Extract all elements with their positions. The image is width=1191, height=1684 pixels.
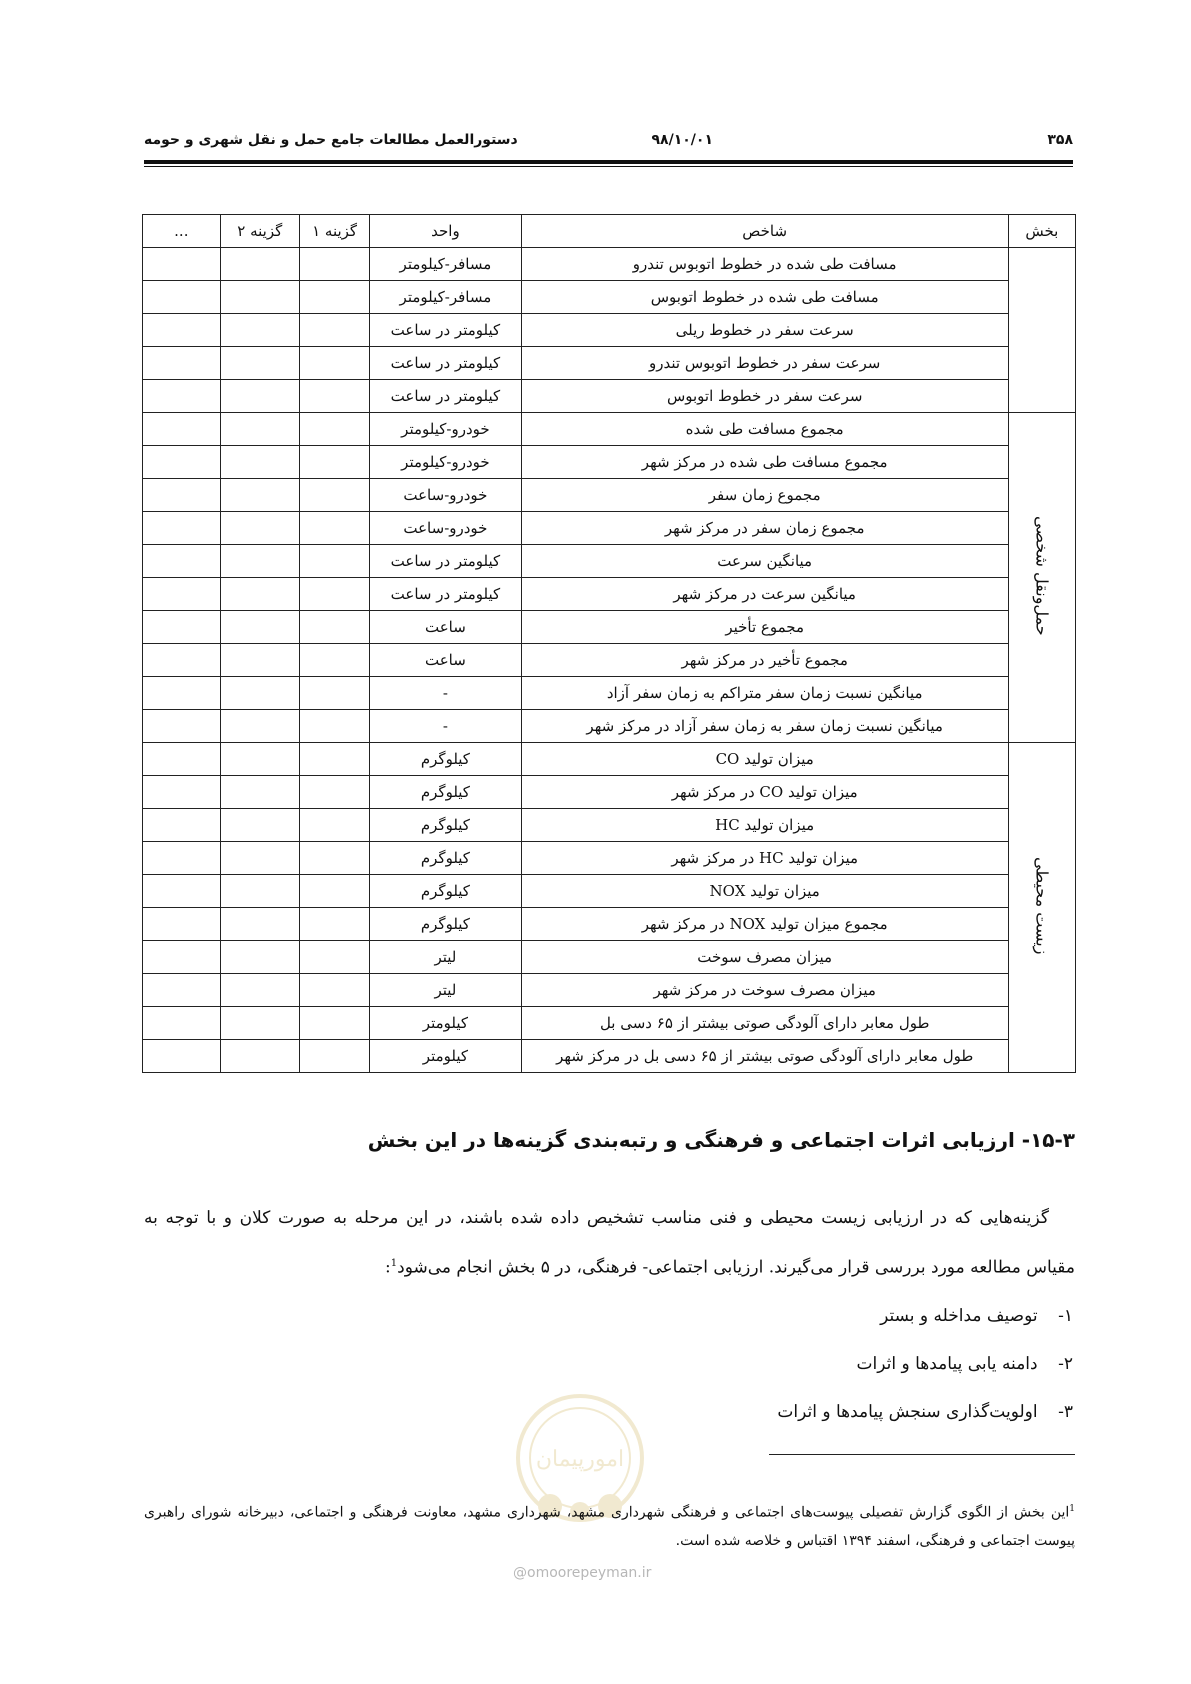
header-rule-thick [144, 160, 1073, 164]
option-1-cell [299, 743, 369, 776]
unit-cell: خودرو-ساعت [370, 479, 521, 512]
indicator-cell: طول معابر دارای آلودگی صوتی بیشتر از ۶۵ دسی بل در مرکز شهر [521, 1040, 1008, 1073]
option-1-cell [299, 710, 369, 743]
more-cell [143, 512, 221, 545]
footnote-rule [769, 1454, 1075, 1455]
section-cell [1008, 413, 1075, 743]
unit-cell: کیلوگرم [370, 842, 521, 875]
table-row [143, 446, 1076, 479]
indicator-cell: مجموع میزان تولید NOX در مرکز شهر [521, 908, 1008, 941]
header-rule-thin [144, 166, 1073, 167]
unit-cell: کیلومتر در ساعت [370, 380, 521, 413]
unit-cell: لیتر [370, 941, 521, 974]
indicator-cell: میانگین سرعت [521, 545, 1008, 578]
table-row [143, 281, 1076, 314]
indicator-cell: میانگین نسبت زمان سفر به زمان سفر آزاد در مرکز شهر [521, 710, 1008, 743]
option-1-cell [299, 644, 369, 677]
table-row [143, 1040, 1076, 1073]
list-item [777, 1388, 1073, 1436]
option-1-cell [299, 677, 369, 710]
unit-cell: مسافر-کیلومتر [370, 248, 521, 281]
more-cell [143, 248, 221, 281]
option-1-cell [299, 611, 369, 644]
table-row [143, 479, 1076, 512]
step-number: ۱- [1058, 1306, 1073, 1326]
table-row [143, 776, 1076, 809]
table-row [143, 413, 1076, 446]
option-1-cell [299, 875, 369, 908]
more-cell [143, 875, 221, 908]
more-cell [143, 347, 221, 380]
more-cell [143, 644, 221, 677]
option-2-cell [220, 380, 299, 413]
more-cell [143, 941, 221, 974]
option-1-cell [299, 446, 369, 479]
table-row [143, 809, 1076, 842]
section-label: زیست محیطی [1032, 856, 1052, 955]
option-2-cell [220, 446, 299, 479]
footnote-marker: 1 [1069, 1504, 1075, 1514]
section-cell [1008, 248, 1075, 413]
option-1-cell [299, 281, 369, 314]
more-cell [143, 578, 221, 611]
option-1-cell [299, 1007, 369, 1040]
table-row [143, 974, 1076, 1007]
option-2-cell [220, 479, 299, 512]
option-2-cell [220, 677, 299, 710]
indicator-cell: طول معابر دارای آلودگی صوتی بیشتر از ۶۵ دسی بل [521, 1007, 1008, 1040]
unit-cell: لیتر [370, 974, 521, 1007]
unit-cell: کیلومتر [370, 1007, 521, 1040]
option-1-cell [299, 941, 369, 974]
option-2-cell [220, 908, 299, 941]
header-title: دستورالعمل مطالعات جامع حمل و نقل شهری و حومه [144, 132, 518, 148]
indicator-cell: میزان تولید HC [521, 809, 1008, 842]
indicator-cell: مجموع تأخیر [521, 611, 1008, 644]
table-row [143, 842, 1076, 875]
option-2-cell [220, 644, 299, 677]
unit-cell: کیلومتر در ساعت [370, 545, 521, 578]
indicator-cell: میزان مصرف سوخت [521, 941, 1008, 974]
table-row [143, 314, 1076, 347]
more-cell [143, 611, 221, 644]
header-option-1: گزینه ۱ [299, 215, 369, 248]
step-text: دامنه یابی پیامدها و اثرات [856, 1354, 1038, 1374]
body-paragraph [144, 1195, 1075, 1291]
table-row [143, 644, 1076, 677]
more-cell [143, 1007, 221, 1040]
unit-cell: - [370, 677, 521, 710]
header-indicator: شاخص [521, 215, 1008, 248]
more-cell [143, 842, 221, 875]
option-1-cell [299, 512, 369, 545]
option-2-cell [220, 611, 299, 644]
step-text: اولویت‌گذاری سنجش پیامدها و اثرات [777, 1402, 1038, 1422]
table-row [143, 545, 1076, 578]
header-more: ... [143, 215, 221, 248]
option-2-cell [220, 281, 299, 314]
header-date: ۹۸/۱۰/۰۱ [651, 132, 713, 148]
header-unit: واحد [370, 215, 521, 248]
option-2-cell [220, 512, 299, 545]
header-section: بخش [1008, 215, 1075, 248]
unit-cell: ساعت [370, 644, 521, 677]
table-row [143, 677, 1076, 710]
option-2-cell [220, 248, 299, 281]
indicator-cell: میزان تولید NOX [521, 875, 1008, 908]
option-2-cell [220, 743, 299, 776]
option-1-cell [299, 809, 369, 842]
table-row [143, 380, 1076, 413]
indicator-cell: مسافت طی شده در خطوط اتوبوس [521, 281, 1008, 314]
watermark-site: @omoorepeyman.ir [513, 1565, 652, 1581]
header-option-2: گزینه ۲ [220, 215, 299, 248]
indicator-cell: میزان تولید HC در مرکز شهر [521, 842, 1008, 875]
more-cell [143, 479, 221, 512]
table-row [143, 941, 1076, 974]
table-row [143, 578, 1076, 611]
unit-cell: کیلوگرم [370, 743, 521, 776]
more-cell [143, 710, 221, 743]
more-cell [143, 314, 221, 347]
footnote-reference[interactable]: 1 [390, 1258, 398, 1269]
option-2-cell [220, 974, 299, 1007]
more-cell [143, 281, 221, 314]
list-item [777, 1292, 1073, 1340]
indicators-table [142, 214, 1076, 1073]
unit-cell: کیلومتر در ساعت [370, 314, 521, 347]
option-1-cell [299, 347, 369, 380]
more-cell [143, 1040, 221, 1073]
unit-cell: کیلوگرم [370, 908, 521, 941]
indicator-cell: مسافت طی شده در خطوط اتوبوس تندرو [521, 248, 1008, 281]
option-1-cell [299, 578, 369, 611]
option-2-cell [220, 809, 299, 842]
svg-text:امورپیمان: امورپیمان [535, 1447, 625, 1472]
indicator-cell: مجموع مسافت طی شده [521, 413, 1008, 446]
option-2-cell [220, 710, 299, 743]
option-1-cell [299, 1040, 369, 1073]
more-cell [143, 776, 221, 809]
option-1-cell [299, 413, 369, 446]
more-cell [143, 545, 221, 578]
indicator-cell: سرعت سفر در خطوط اتوبوس [521, 380, 1008, 413]
more-cell [143, 413, 221, 446]
option-2-cell [220, 842, 299, 875]
table-row [143, 611, 1076, 644]
indicator-cell: سرعت سفر در خطوط اتوبوس تندرو [521, 347, 1008, 380]
unit-cell: خودرو-کیلومتر [370, 413, 521, 446]
table-row [143, 710, 1076, 743]
more-cell [143, 677, 221, 710]
indicator-cell: میانگین نسبت زمان سفر متراکم به زمان سفر آزاد [521, 677, 1008, 710]
unit-cell: ساعت [370, 611, 521, 644]
unit-cell: مسافر-کیلومتر [370, 281, 521, 314]
option-2-cell [220, 1007, 299, 1040]
option-1-cell [299, 776, 369, 809]
paragraph-text: گزینه‌هایی که در ارزیابی زیست محیطی و فنی مناسب تشخیص داده شده باشند، در این مرحله به صورت کلان و با توجه به مقیاس مطالعه مورد بررسی قرار می‌گیرند. ارزیابی اجتماعی- فرهنگی، در ۵ بخش انجام می‌شود [144, 1208, 1075, 1278]
option-2-cell [220, 578, 299, 611]
table-row [143, 1007, 1076, 1040]
option-2-cell [220, 875, 299, 908]
list-item [777, 1340, 1073, 1388]
option-1-cell [299, 479, 369, 512]
more-cell [143, 743, 221, 776]
step-text: توصیف مداخله و بستر [880, 1306, 1038, 1326]
section-cell [1008, 743, 1075, 1073]
unit-cell: کیلوگرم [370, 875, 521, 908]
option-2-cell [220, 314, 299, 347]
more-cell [143, 908, 221, 941]
unit-cell: خودرو-کیلومتر [370, 446, 521, 479]
unit-cell: کیلومتر [370, 1040, 521, 1073]
indicator-cell: میزان تولید CO در مرکز شهر [521, 776, 1008, 809]
section-heading: ۱۵-۳- ارزیابی اثرات اجتماعی و فرهنگی و رتبه‌بندی گزینه‌ها در این بخش [367, 1128, 1075, 1152]
step-number: ۲- [1058, 1354, 1073, 1374]
indicator-cell: مجموع زمان سفر [521, 479, 1008, 512]
indicator-cell: مجموع تأخیر در مرکز شهر [521, 644, 1008, 677]
page-number: ۳۵۸ [1047, 132, 1073, 148]
steps-list [777, 1292, 1073, 1436]
footnote [144, 1495, 1075, 1555]
more-cell [143, 446, 221, 479]
option-1-cell [299, 974, 369, 1007]
table-row [143, 875, 1076, 908]
option-1-cell [299, 380, 369, 413]
unit-cell: کیلومتر در ساعت [370, 578, 521, 611]
indicator-cell: میزان تولید CO [521, 743, 1008, 776]
page-header [144, 128, 1073, 158]
indicator-cell: میزان مصرف سوخت در مرکز شهر [521, 974, 1008, 1007]
step-number: ۳- [1058, 1402, 1073, 1422]
more-cell [143, 974, 221, 1007]
more-cell [143, 809, 221, 842]
indicator-cell: میانگین سرعت در مرکز شهر [521, 578, 1008, 611]
more-cell [143, 380, 221, 413]
option-2-cell [220, 1040, 299, 1073]
paragraph-end: : [385, 1257, 391, 1278]
footnote-text: این بخش از الگوی گزارش تفصیلی پیوست‌های اجتماعی و فرهنگی شهرداری مشهد، شهرداری مشهد، معاونت فرهنگی و اجتماعی، دبیرخانه شورای راهبری پیوست اجتماعی و فرهنگی، اسفند ۱۳۹۴ اقتباس و خلاصه شده است. [144, 1504, 1075, 1549]
indicator-cell: مجموع زمان سفر در مرکز شهر [521, 512, 1008, 545]
indicator-cell: سرعت سفر در خطوط ریلی [521, 314, 1008, 347]
option-2-cell [220, 413, 299, 446]
option-2-cell [220, 941, 299, 974]
table-row [143, 248, 1076, 281]
unit-cell: - [370, 710, 521, 743]
table-body [143, 248, 1076, 1073]
unit-cell: کیلومتر در ساعت [370, 347, 521, 380]
option-1-cell [299, 545, 369, 578]
unit-cell: خودرو-ساعت [370, 512, 521, 545]
unit-cell: کیلوگرم [370, 809, 521, 842]
option-1-cell [299, 908, 369, 941]
option-2-cell [220, 347, 299, 380]
option-1-cell [299, 842, 369, 875]
option-1-cell [299, 314, 369, 347]
option-1-cell [299, 248, 369, 281]
option-2-cell [220, 776, 299, 809]
table-row [143, 743, 1076, 776]
section-label: حمل‌ونقل شخصی [1032, 515, 1052, 636]
table-row [143, 908, 1076, 941]
table-header-row [143, 215, 1076, 248]
table-row [143, 512, 1076, 545]
indicator-cell: مجموع مسافت طی شده در مرکز شهر [521, 446, 1008, 479]
table-row [143, 347, 1076, 380]
option-2-cell [220, 545, 299, 578]
unit-cell: کیلوگرم [370, 776, 521, 809]
